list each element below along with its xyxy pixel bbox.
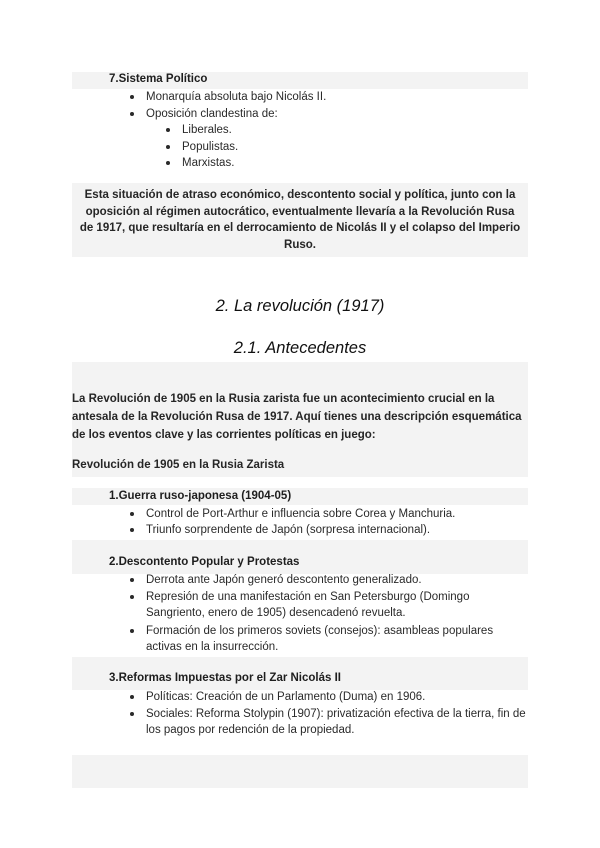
- bullet-icon: [130, 695, 134, 699]
- section-title: 2. La revolución (1917): [215, 297, 385, 315]
- bullet-icon: [130, 578, 134, 582]
- section-heading-reformas: 3.Reformas Impuestas por el Zar Nicolás II: [109, 672, 341, 684]
- list-item: Oposición clandestina de:: [146, 106, 506, 122]
- bullet-icon: [130, 112, 134, 116]
- bullet-icon: [130, 712, 134, 716]
- revolution-1905-title: Revolución de 1905 en la Rusia Zarista: [72, 459, 285, 471]
- bullet-icon: [130, 528, 134, 532]
- list-item: Formación de los primeros soviets (consejos): asambleas populares activas en la insurrección.: [146, 623, 518, 655]
- list-item: Monarquía absoluta bajo Nicolás II.: [146, 89, 506, 105]
- list-item: Represión de una manifestación en San Petersburgo (Domingo Sangriento, enero de 1905) desencadenó revuelta.: [146, 589, 486, 621]
- bullet-icon: [130, 595, 134, 599]
- section-heading-guerra: 1.Guerra ruso-japonesa (1904-05): [109, 490, 292, 502]
- sub-list-item: Liberales.: [182, 122, 482, 138]
- bullet-icon: [166, 145, 170, 149]
- list-item: Políticas: Creación de un Parlamento (Duma) en 1906.: [146, 689, 516, 705]
- sub-list-item: Marxistas.: [182, 155, 482, 171]
- bullet-icon: [166, 128, 170, 132]
- bullet-icon: [130, 629, 134, 633]
- list-item: Control de Port-Arthur e influencia sobre Corea y Manchuria.: [146, 506, 516, 522]
- band-footer: [72, 755, 528, 788]
- bullet-icon: [166, 161, 170, 165]
- list-item: Derrota ante Japón generó descontento generalizado.: [146, 572, 516, 588]
- section-heading-sistema-politico: 7.Sistema Político: [109, 73, 208, 85]
- list-item: Sociales: Reforma Stolypin (1907): privatización efectiva de la tierra, fin de los pagos por redención de la propiedad.: [146, 706, 526, 738]
- conclusion-paragraph: Esta situación de atraso económico, descontento social y política, junto con la oposición al régimen autocrático, eventualmente llevaría a la Revolución Rusa de 1917, que resultaría en el derrocamiento de Nicolás II y el colapso del Imperio Ruso.: [79, 189, 521, 251]
- section-heading-descontento: 2.Descontento Popular y Protestas: [109, 556, 300, 568]
- sub-list-item: Populistas.: [182, 139, 482, 155]
- bullet-icon: [130, 512, 134, 516]
- bullet-icon: [130, 95, 134, 99]
- list-item: Triunfo sorprendente de Japón (sorpresa internacional).: [146, 522, 516, 538]
- intro-paragraph: La Revolución de 1905 en la Rusia zarista fue un acontecimiento crucial en la antesala de la Revolución Rusa de 1917. Aquí tienes una descripción esquemática de los eventos clave y las corrientes políticas en juego:: [72, 393, 522, 441]
- subsection-title: 2.1. Antecedentes: [233, 339, 367, 357]
